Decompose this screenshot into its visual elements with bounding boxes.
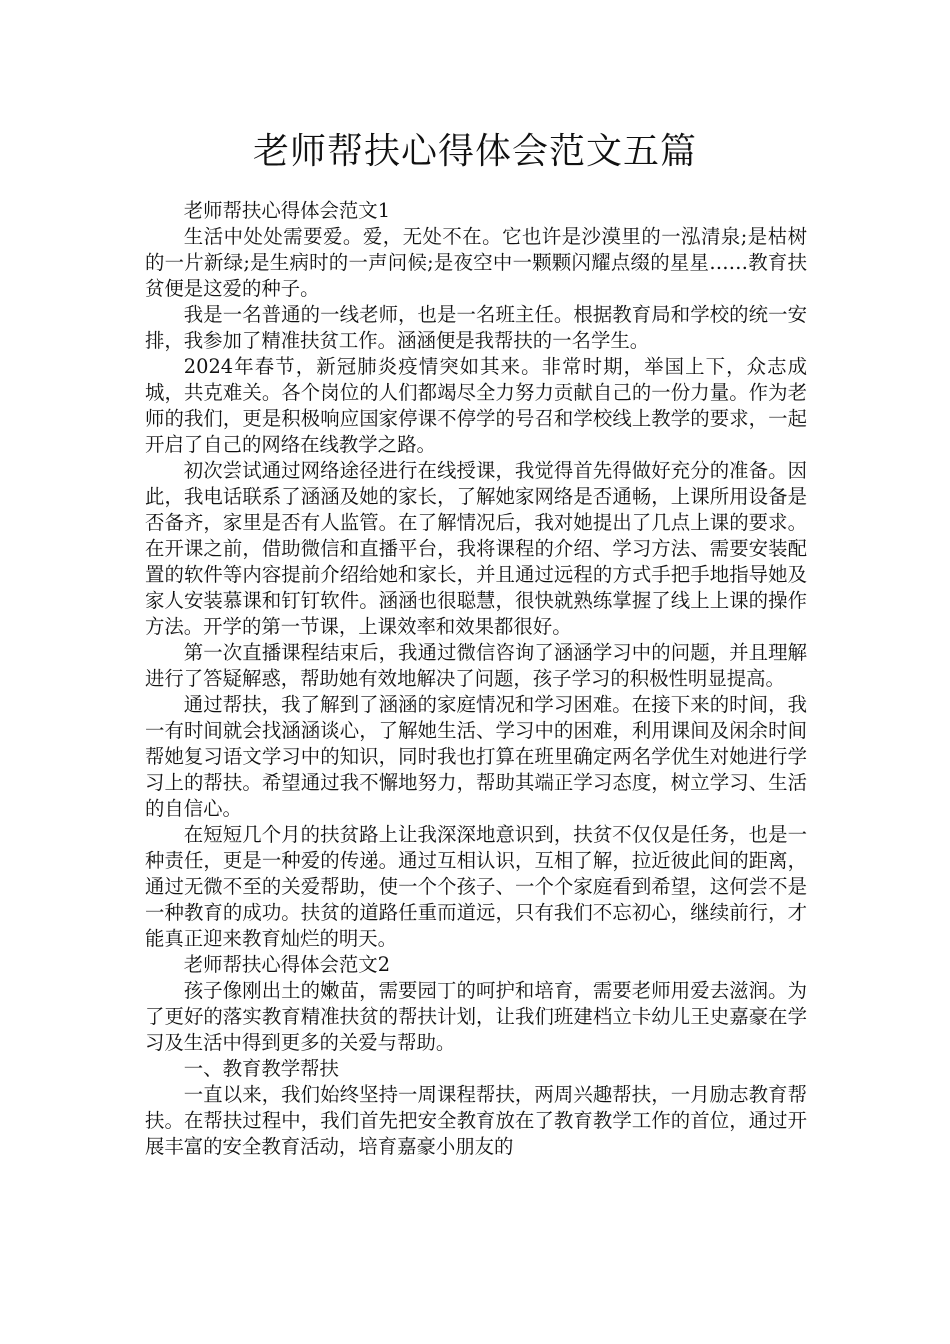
paragraph: 第一次直播课程结束后，我通过微信咨询了涵涵学习中的问题，并且理解进行了答疑解惑，帮助她有效地解决了问题，孩子学习的积极性明显提高。	[145, 641, 807, 690]
document-title: 老师帮扶心得体会范文五篇	[252, 131, 697, 172]
paragraph: 初次尝试通过网络途径进行在线授课，我觉得首先得做好充分的准备。因此，我电话联系了涵涵及她的家长，了解她家网络是否通畅，上课所用设备是否备齐，家里是否有人监管。在了解情况后，我对她提出了几点上课的要求。在开课之前，借助微信和直播平台，我将课程的介绍、学习方法、需要安装配置的软件等内容提前介绍给她和家长，并且通过远程的方式手把手地指导她及家人安装慕课和钉钉软件。涵涵也很聪慧，很快就熟练掌握了线上上课的操作方法。开学的第一节课，上课效率和效果都很好。	[145, 459, 807, 638]
paragraph: 2024年春节，新冠肺炎疫情突如其来。非常时期，举国上下，众志成城，共克难关。各个岗位的人们都竭尽全力努力贡献自己的一份力量。作为老师的我们，更是积极响应国家停课不停学的号召和学校线上教学的要求，一起开启了自己的网络在线教学之路。	[145, 355, 807, 456]
paragraph: 在短短几个月的扶贫路上让我深深地意识到，扶贫不仅仅是任务，也是一种责任，更是一种爱的传递。通过互相认识，互相了解，拉近彼此间的距离，通过无微不至的关爱帮助，使一个个孩子、一个个家庭看到希望，这何尝不是一种教育的成功。扶贫的道路任重而道远，只有我们不忘初心，继续前行，才能真正迎来教育灿烂的明天。	[145, 823, 807, 950]
subsection-heading: 一、教育教学帮扶	[183, 1057, 339, 1080]
document-body	[145, 198, 807, 1160]
paragraph: 我是一名普通的一线老师，也是一名班主任。根据教育局和学校的统一安排，我参加了精准扶贫工作。涵涵便是我帮扶的一名学生。	[145, 303, 807, 352]
paragraph: 生活中处处需要爱。爱，无处不在。它也许是沙漠里的一泓清泉;是枯树的一片新绿;是生病时的一声问候;是夜空中一颗颗闪耀点缀的星星……教育扶贫便是这爱的种子。	[145, 225, 807, 300]
section-heading-1: 老师帮扶心得体会范文1	[183, 199, 391, 222]
paragraph: 一直以来，我们始终坚持一周课程帮扶，两周兴趣帮扶，一月励志教育帮扶。在帮扶过程中，我们首先把安全教育放在了教育教学工作的首位，通过开展丰富的安全教育活动，培育嘉豪小朋友的	[145, 1083, 807, 1158]
paragraph: 孩子像刚出土的嫩苗，需要园丁的呵护和培育，需要老师用爱去滋润。为了更好的落实教育精准扶贫的帮扶计划，让我们班建档立卡幼儿王史嘉豪在学习及生活中得到更多的关爱与帮助。	[145, 979, 807, 1054]
section-heading-2: 老师帮扶心得体会范文2	[183, 953, 391, 976]
paragraph: 通过帮扶，我了解到了涵涵的家庭情况和学习困难。在接下来的时间，我一有时间就会找涵涵谈心，了解她生活、学习中的困难，利用课间及闲余时间帮她复习语文学习中的知识，同时我也打算在班里确定两名学优生对她进行学习上的帮扶。希望通过我不懈地努力，帮助其端正学习态度，树立学习、生活的自信心。	[145, 693, 807, 820]
